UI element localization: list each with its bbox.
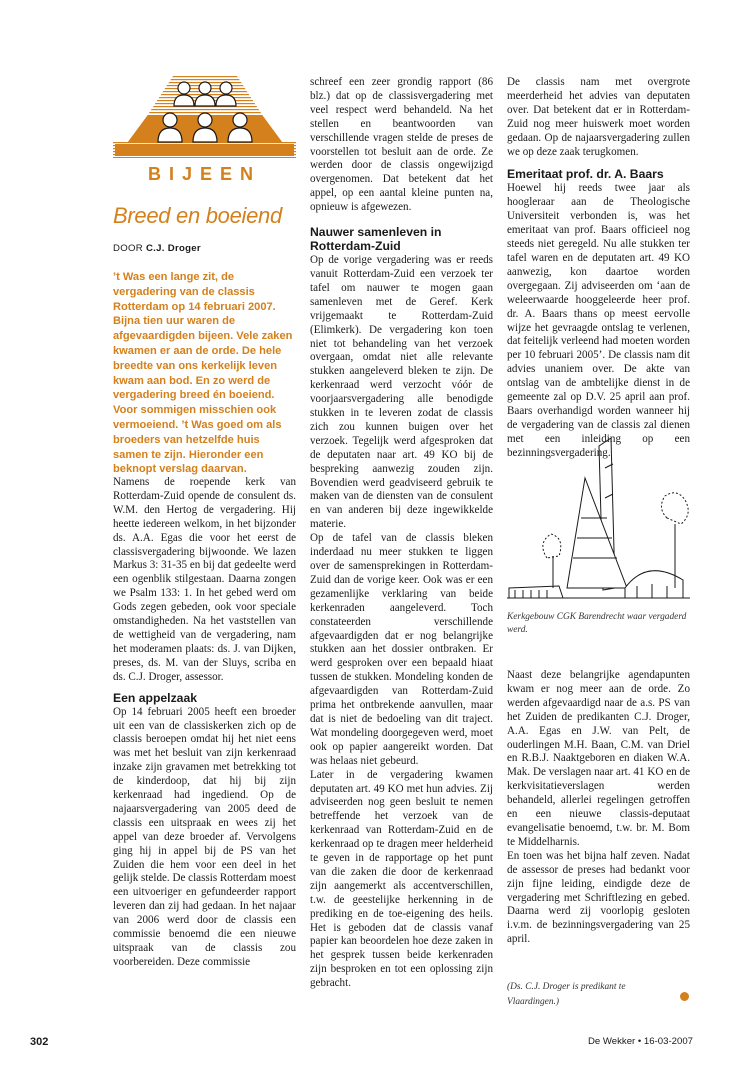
paragraph: Later in de vergadering kwamen deputaten art. 49 KO met hun advies. Zij adviseerden nog geen besluit te nemen betreffende het verzoek van de kerkenraad van Rotterdam-Zuid en de kerkenraad op te dragen meer helderheid te geven in de rapportage op het punt van die zaken die door de kerkenraad zijn aangemerkt als accentverschillen, t.w. de geestelijke herkenning in de prediking en de toe-eigening des heils. Het is geboden dat de classis vanaf papier kan beoordelen hoe deze zaken in het gesprek tussen beide kerkenraden zijn besproken en tot een oplossing zijn gebracht. [310,768,493,990]
paragraph: Hoewel hij reeds twee jaar als hoogleraar aan de Theologische Universiteit verbonden is, was het emeritaat van prof. Baars officieel nog steeds niet geregeld. Nu alle stukken ter tafel waren en de deputaten art. 49 KO aanwezig, kon daartoe worden overgegaan. Zij adviseerden om ‘aan de weleerwaarde hooggeleerde heer prof. dr. A. Baars thans op meest eervolle wijze het gevraagde ontslag te verlenen, dat feitelijk verleend had moeten worden per 10 februari 2005’. De classis nam dit advies unaniem over. De akte van ontslag van de ambtelijke dienst in de gemeente zal op D.V. 25 april aan prof. Baars overhandigd worden wanneer hij de vergadering van de classis zal dienen met een inleiding op een bezinningsvergadering. [507,182,690,459]
end-marker-icon [680,992,689,1001]
paragraph: schreef een zeer grondig rapport (86 blz.) dat op de classisvergadering met veel respect werd behandeld. Na het stellen en beantwoorden van verschillende vragen stelde de preses de voorstellen tot besluit aan de orde. Ze werden door de classis ongewijzigd overgenomen. Dat betekent dat het appel, op een aantal kleine punten na, opnieuw is afgewezen. [310,76,493,214]
page-number: 302 [30,1036,49,1048]
logo-text: BIJEEN [147,164,262,184]
bijeen-logo [113,76,296,190]
paragraph: En toen was het bijna half zeven. Nadat de assessor de preses had bedankt voor zijn fijne leiding, eindigde deze de vergadering met Schriftlezing en gebed. Daarna werd zij voorlopig gesloten i.v.m. de bezinningsvergadering van 25 april. [507,849,690,946]
heading-appelzaak: Een appelzaak [113,690,197,705]
byline-prefix: DOOR [113,243,143,254]
paragraph: Op de vorige vergadering was er reeds vanuit Rotterdam-Zuid een verzoek ter tafel om nauwer te mogen gaan samenleven met de Geref. Kerk vrijgemaakt te Rotterdam-Zuid (Elimkerk). De vergadering kon toen niet tot behandeling van het verzoek overgaan, omdat niet alle relevante stukken aangeleverd bleken te zijn. De kerkenraad werd verzocht vóór de voorjaarsvergadering alle benodigde stukken in te leveren zodat de classis zich zou kunnen buigen over het verzoek. Tegelijk werd afgesproken dat de deputaten naar art. 49 KO bij de bespreking aanwezig zouden zijn. Bovendien werd geadviseerd gebruik te maken van de diensten van de consulent en van anderen bij deze ingewikkelde materie. [310,254,493,531]
paragraph: Op de tafel van de classis bleken inderdaad nu meer stukken te liggen over de samensprekingen in Rotterdam-Zuid dan de vorige keer. Ook was er een gezamenlijke verklaring van beide kerkenraden aangeleverd. Toch constateerden verschillende afgevaardigden dat er nog belangrijke stukken aan het dossier ontbraken. Er werd gesproken over een bepaald hiaat tussen de stukken. Mondeling konden de afgevaardigden van Rotterdam-Zuid prima het ontbrekende aanvullen, maar dat is niet de bedoeling van dit traject. Wat mondeling doorgegeven werd, moet ook op papier aangereikt worden. Dat was helaas niet gebeurd. [310,532,493,767]
author: C.J. Droger [145,243,201,254]
byline [113,243,201,254]
paragraph: Naast deze belangrijke agendapunten kwam er nog meer aan de orde. Zo werden afgevaardigd naar de a.s. PS van het Zuiden de predikanten C.J. Droger, A.A. Egas en J.W. van Pelt, de ouderlingen M.H. Baan, C.M. van Driel en R.B.J. Naaktgeboren en diaken W.A. Mak. De verslagen naar art. 41 KO en de kerkvisitatieverslagen werden behandeld, allerlei regelingen getroffen en een nieuwe classis-deputaat evangelisatie benoemd, t.w. br. M. Bom te Middelharnis. [507,669,690,848]
heading-nauwer: Nauwer samenleven in Rotterdam-Zuid [310,225,442,254]
paragraph: Namens de roepende kerk van Rotterdam-Zuid opende de consulent ds. W.M. den Hertog de vergadering. Hij heette iedereen welkom, in het bijzonder ds. A.A. Egas die voor het eerst de classisvergadering bijwoonde. We lazen Markus 3: 31-35 en bij dat gedeelte werd een ogenblik stilgestaan. Daarna zongen we Psalm 133: 1. In het gebed werd om Gods zegen gebeden, ook voor speciale omstandigheden. Na het vaststellen van de wettigheid van de vergadering, nam het moderamen plaats: ds. J. van Dijken, preses, ds. M. van der Sluys, scriba en ds. C.J. Droger, assessor. [113,476,296,683]
church-illustration [507,438,690,604]
paragraph: De classis nam met overgrote meerderheid het advies van deputaten over. Dat betekent dat er in Rotterdam-Zuid nog meer huiswerk moet worden gedaan. Op de najaarsvergadering zullen we op deze zaak terugkomen. [507,76,690,158]
column-2 [310,76,493,991]
article-intro: ’t Was een lange zit, de vergadering van de classis Rotterdam op 14 februari 2007. Bijna tien uur waren de afgevaardigden bijeen. Vele zaken kwamen er aan de orde. De hele breedte van ons kerkelijk leven kwam aan bod. En zo werd de vergadering breed én boeiend. Voor sommigen misschien ook vermoeiend. ’t Was goed om als broeders van hetzelfde huis samen te zijn. Hieronder een beknopt verslag daarvan. [113,271,293,476]
column-1 [113,476,296,970]
article-title: Breed en boeiend [113,203,282,228]
paragraph: Op 14 februari 2005 heeft een broeder uit een van de classiskerken zich op de classis beroepen omdat hij het niet eens was met het besluit van zijn kerkenraad inzake zijn gravamen met betrekking tot de kinderdoop, dat hij bij zijn kerkenraad had ingediend. Op de najaarsvergadering van 2005 deed de classis een uitspraak en wees zij het appel van deze broeder af. Vervolgens ging hij in appel bij de PS van het Zuiden die hem voor een deel in het gelijk stelde. De classis Rotterdam moest een uitvoeriger en gefundeerder rapport leveren dan zij had gedaan. In het najaar van 2006 werd door de classis een commissie benoemd die een nieuwe uitspraak van de classis zou voorbereiden. Deze commissie [113,705,297,968]
page-footer: De Wekker • 16-03-2007 [587,1036,693,1047]
figure-caption: Kerkgebouw CGK Barendrecht waar vergaderd werd. [507,612,687,635]
column-3-lower [507,669,690,947]
column-3 [507,76,690,461]
author-note: (Ds. C.J. Droger is predikant te Vlaardingen.) [507,982,626,1007]
heading-emeritaat: Emeritaat prof. dr. A. Baars [507,167,664,182]
